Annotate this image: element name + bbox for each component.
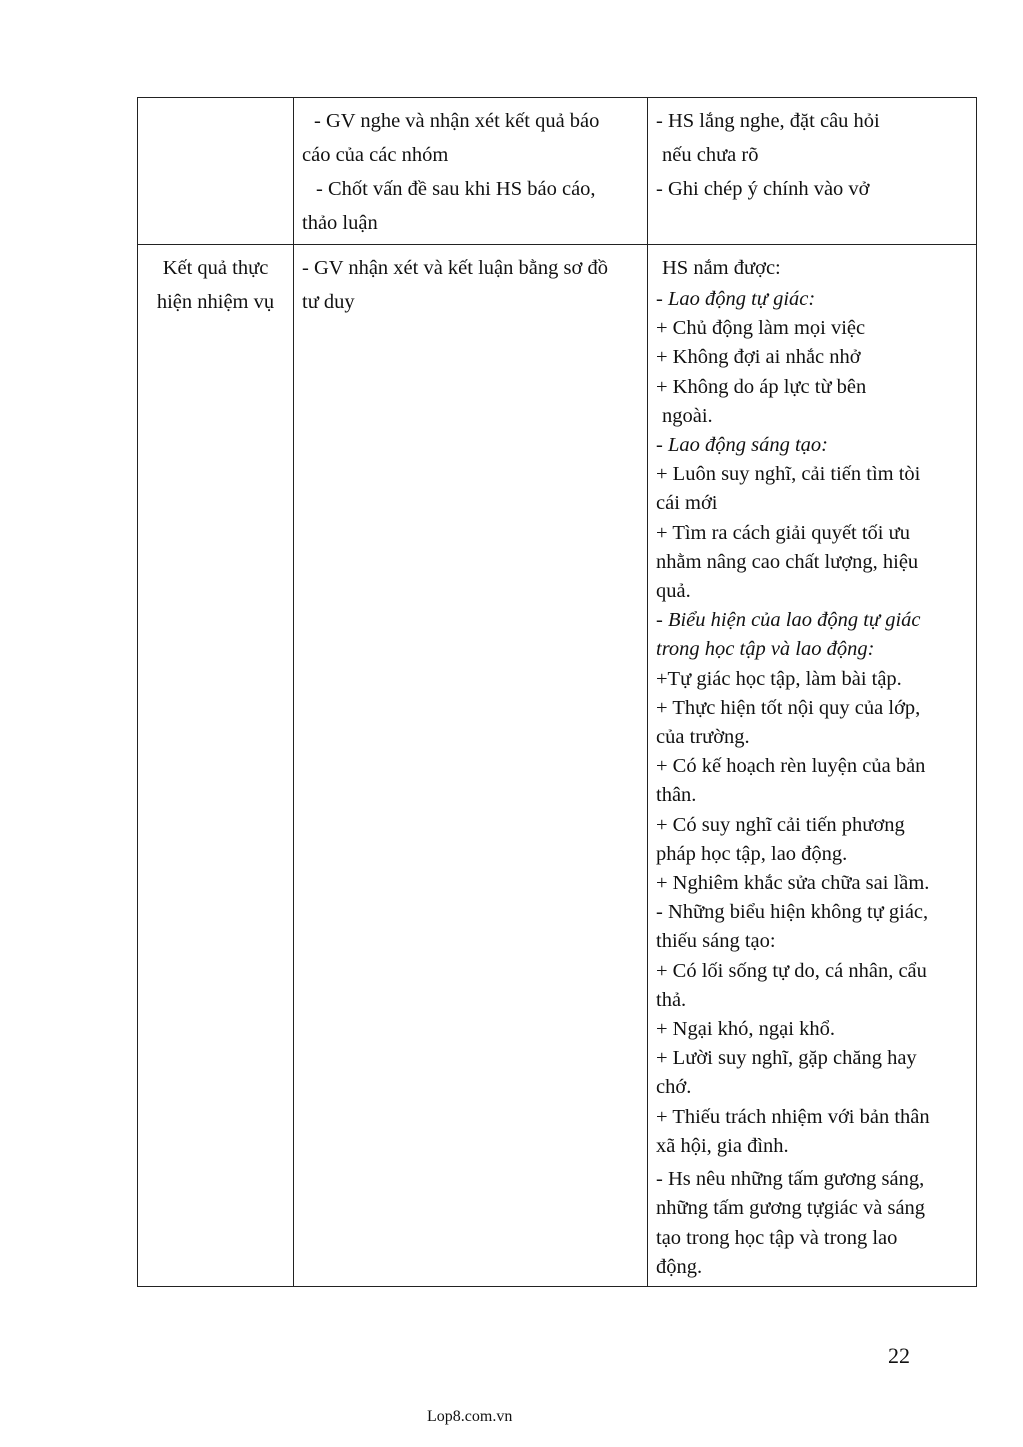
cell-line: - Biểu hiện của lao động tự giác [656,609,921,632]
table-cell-empty [138,98,294,245]
cell-line: + Không đợi ai nhắc nhở [656,346,861,369]
cell-line: - Những biểu hiện không tự giác, [656,901,929,924]
cell-line: - Hs nêu những tấm gương sáng, [656,1168,925,1191]
cell-line: + Chủ động làm mọi việc [656,317,866,340]
cell-line: chớ. [656,1076,692,1099]
cell-line: - Chốt vấn đề sau khi HS báo cáo, [316,178,596,200]
cell-line: - HS lắng nghe, đặt câu hỏi [656,110,880,132]
cell-line: xã hội, gia đình. [656,1134,789,1157]
teacher-activity-cell [294,98,648,245]
table-row [138,98,977,245]
teacher-activity-cell [294,245,648,1287]
cell-line: +Tự giác học tập, làm bài tập. [656,667,902,690]
cell-line: + Thiếu trách nhiệm với bản thân [656,1105,930,1128]
cell-line: - Lao động sáng tạo: [656,434,828,457]
cell-line: + Tìm ra cách giải quyết tối ưu [656,521,910,544]
lesson-plan-table [137,97,977,1287]
cell-line: thiếu sáng tạo: [656,930,776,953]
table-row [138,245,977,1287]
cell-line: nhằm nâng cao chất lượng, hiệu [656,550,919,573]
cell-line: pháp học tập, lao động. [656,842,848,865]
cell-line: cái mới [656,492,718,515]
step-label-cell [138,245,294,1287]
cell-line: ngoài. [662,404,713,427]
cell-line: - GV nhận xét và kết luận bằng sơ đồ [302,257,608,279]
cell-line: + Có lối sống tự do, cá nhân, cẩu [656,959,927,982]
cell-line: + Có suy nghĩ cải tiến phương [656,813,905,836]
cell-line: + Luôn suy nghĩ, cải tiến tìm tòi [656,463,921,486]
footer-site-name: Lop8.com.vn [427,1408,513,1425]
cell-line: - Ghi chép ý chính vào vở [656,178,870,200]
student-outcome-cell [648,245,977,1287]
cell-line: + Thực hiện tốt nội quy của lớp, [656,696,921,719]
cell-line: tư duy [302,291,355,313]
cell-line: + Có kế hoạch rèn luyện của bản [656,755,926,778]
student-activity-cell [648,98,977,245]
cell-line: tạo trong học tập và trong lao [656,1226,898,1249]
cell-line: Kết quả thực [162,257,269,279]
cell-line: + Ngại khó, ngại khổ. [656,1018,835,1041]
cell-line: trong học tập và lao động: [656,638,875,661]
cell-line: động. [656,1255,703,1278]
cell-line: + Không do áp lực từ bên [656,375,867,398]
cell-line: thân. [656,784,697,807]
cell-line: của trường. [656,726,750,749]
cell-line: thảo luận [302,212,378,234]
cell-line: + Lười suy nghĩ, gặp chăng hay [656,1047,917,1070]
cell-line: thả. [656,988,687,1011]
cell-line: những tấm gương tựgiác và sáng [656,1197,926,1220]
cell-line: + Nghiêm khắc sửa chữa sai lầm. [656,872,930,895]
cell-line: - GV nghe và nhận xét kết quả báo [314,110,600,132]
cell-line: - Lao động tự giác: [656,288,816,310]
page-number: 22 [888,1343,910,1368]
cell-line: quả. [656,580,691,603]
cell-heading: HS nắm được: [662,257,781,279]
cell-line: nếu chưa rõ [662,144,759,166]
cell-line: cáo của các nhóm [302,144,449,166]
cell-line: hiện nhiệm vụ [156,291,275,313]
